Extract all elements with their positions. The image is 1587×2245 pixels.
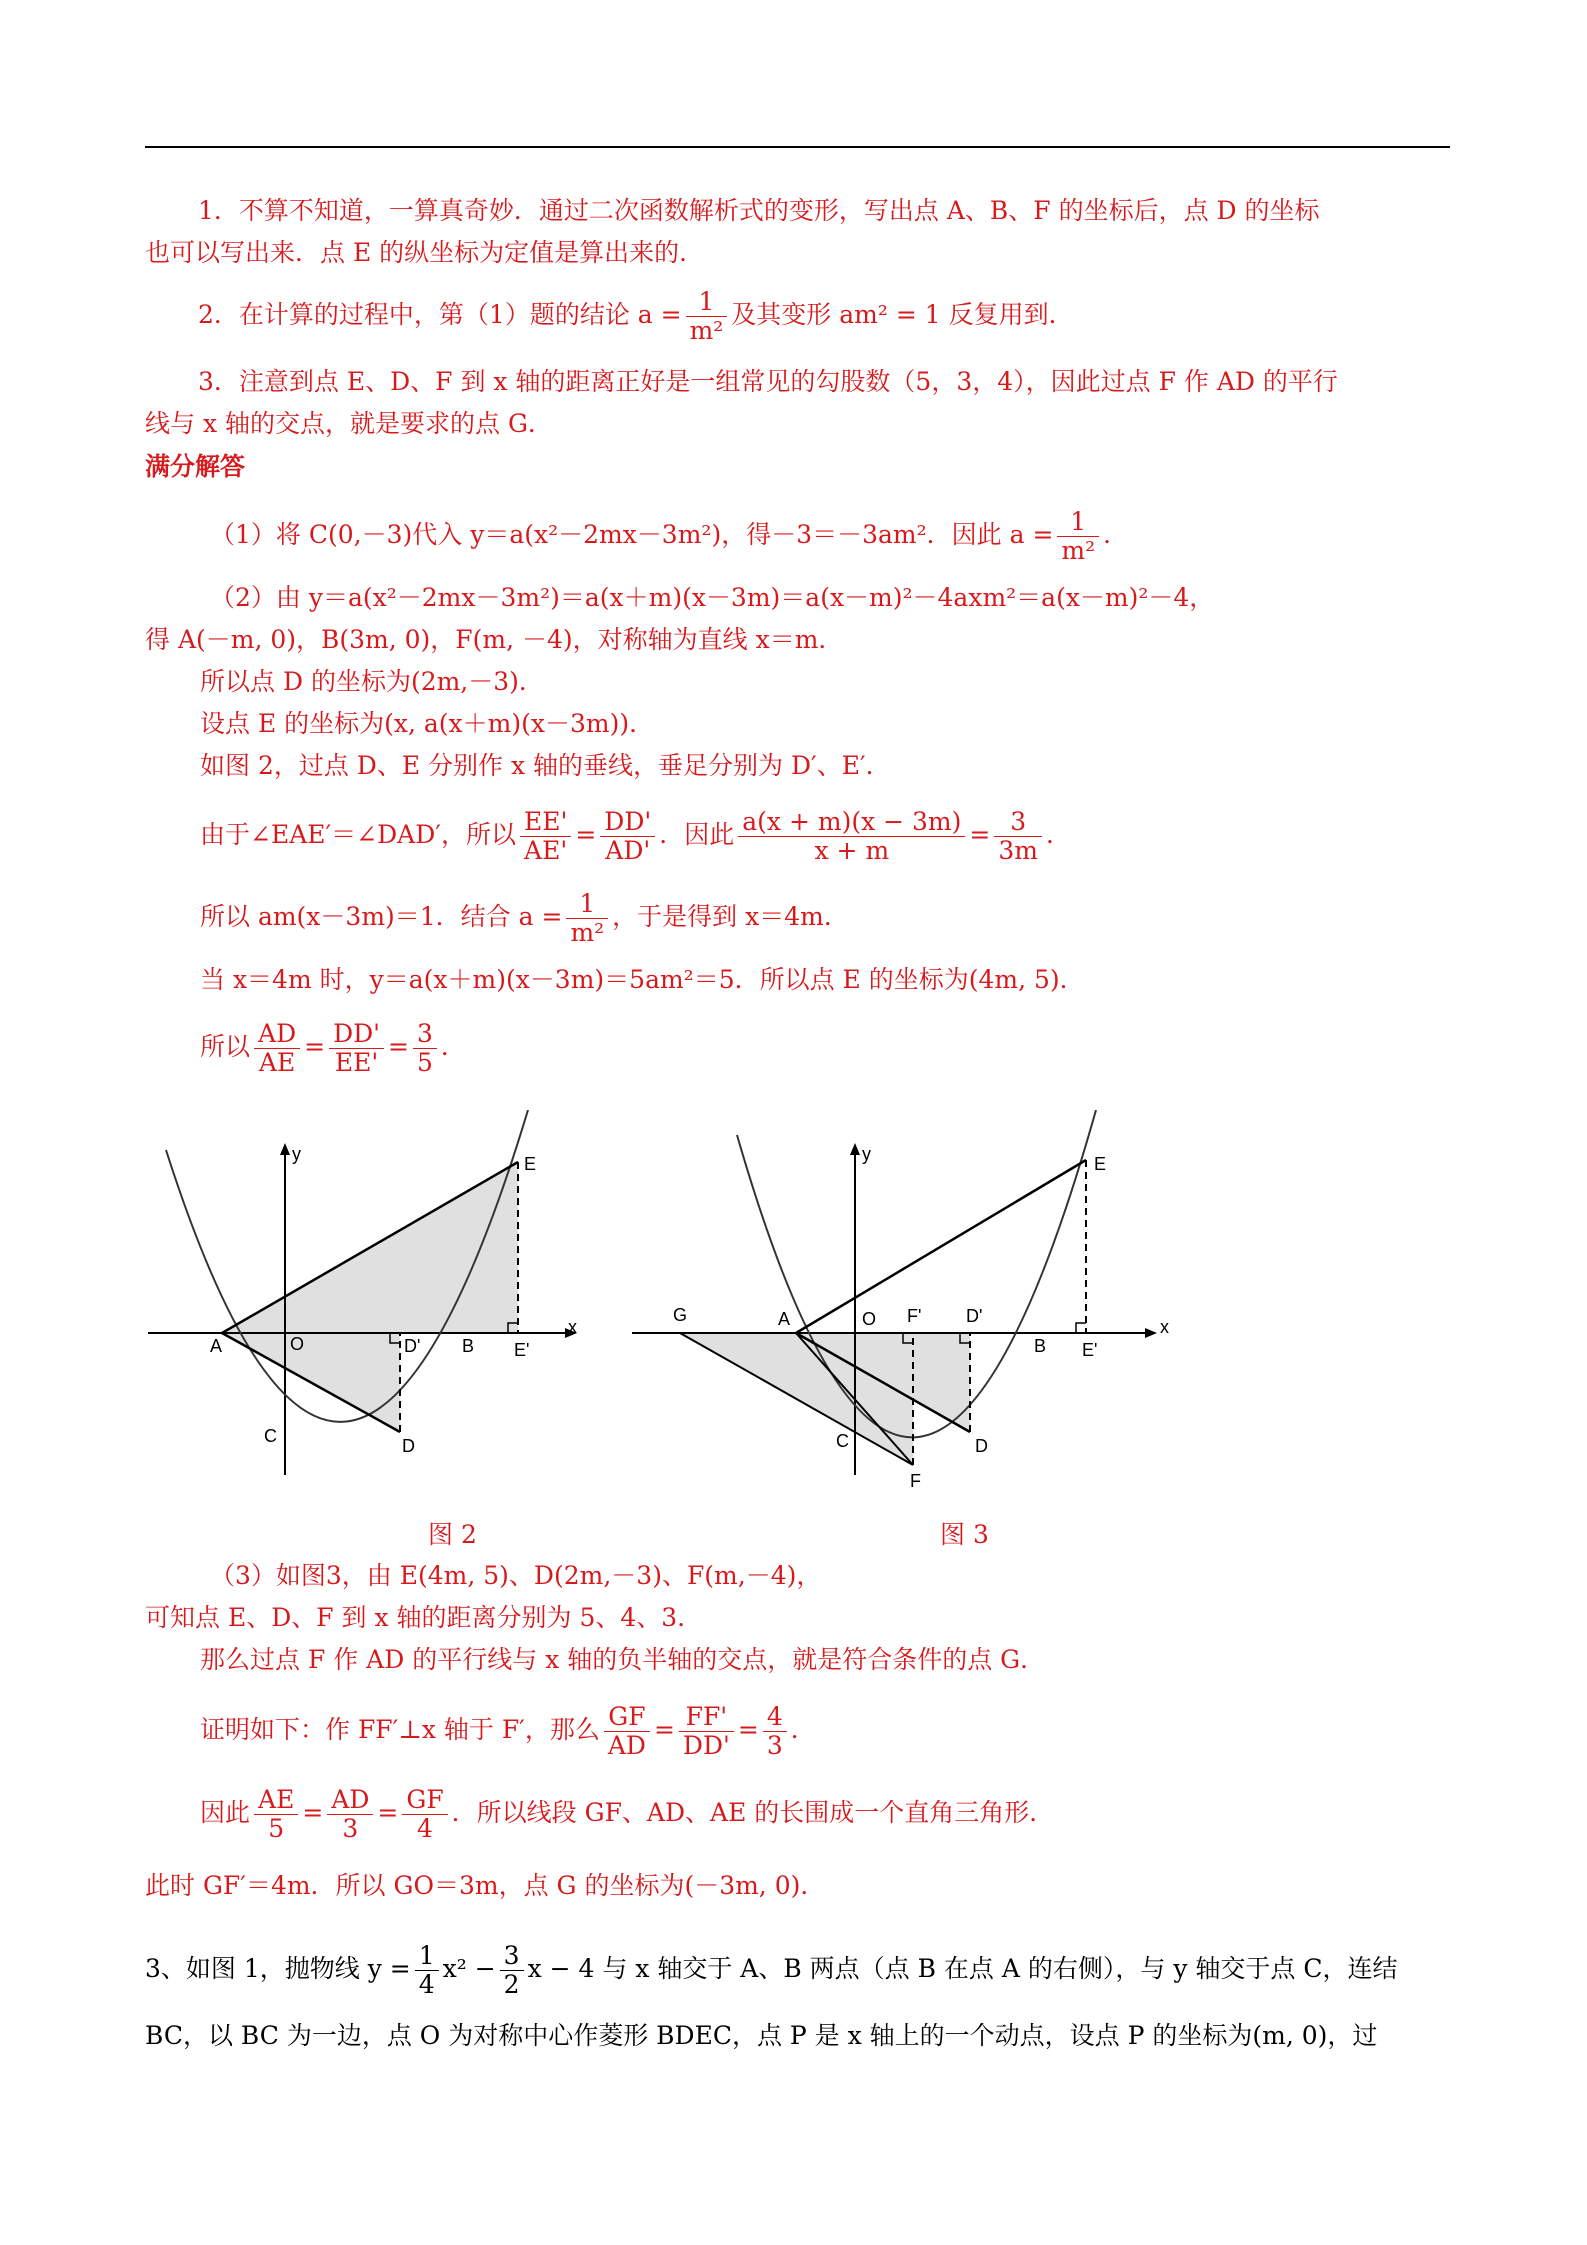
p2-l6-text-b: ．因此 [659,820,735,849]
equals-sign: = [377,1798,399,1827]
label-c: C [836,1431,849,1451]
label-b: B [462,1336,475,1356]
p2-line-4: 设点 E 的坐标为(x, a(x＋m)(x－3m))． [200,709,655,738]
p3-l4-text-b: ． [790,1715,816,1744]
label-a: A [778,1309,791,1329]
fraction-denominator: 3m [998,836,1038,865]
equals-sign: = [304,1032,326,1061]
figure-3-caption: 图 3 [940,1520,989,1549]
equals-sign: = [575,820,597,849]
p3-line-5 [200,1786,1054,1843]
p3-line-3: 那么过点 F 作 AD 的平行线与 x 轴的负半轴的交点，就是符合条件的点 G． [200,1645,1046,1674]
fraction [254,1020,300,1077]
figure-2 [140,1110,610,1490]
fraction [566,890,608,947]
fraction-numerator: GF [604,1703,650,1732]
fraction [500,1942,524,1999]
fraction [413,1020,437,1077]
p3-line-2: 可知点 E、D、F 到 x 轴的距离分别为 5、4、3． [145,1603,703,1632]
fraction-denominator: 5 [417,1048,433,1077]
equals-sign: = [653,1715,675,1744]
fraction [763,1703,787,1760]
label-d-prime: D' [966,1306,983,1326]
fraction-denominator: AD' [605,836,651,865]
label-x: x [1160,1317,1169,1337]
fraction-numerator: 1 [415,1942,439,1971]
note-2 [198,288,1074,345]
y-axis-arrow [850,1143,860,1155]
fraction-denominator: x + m [814,836,890,865]
fraction-numerator: FF' [679,1703,734,1732]
section-heading: 满分解答 [145,452,246,481]
p2-l9-text-a: 所以 [200,1032,251,1061]
y-axis-arrow [280,1143,290,1155]
fraction-numerator: 3 [500,1942,524,1971]
equals-sign: = [969,820,991,849]
fraction [329,1020,384,1077]
fraction-denominator: 3 [342,1814,359,1843]
p2-l6-text-a: 由于∠EAE′＝∠DAD′，所以 [200,820,516,849]
note-1-line-1: 1．不算不知道，一算真奇妙．通过二次函数解析式的变形，写出点 A、B、F 的坐标后，点 D 的坐标 [198,196,1320,225]
problem-3-text-a: 3、如图 1，抛物线 y = [145,1954,411,1983]
fraction [415,1942,439,1999]
fraction [600,808,655,865]
p2-line-3: 所以点 D 的坐标为(2m,－3)． [200,667,544,696]
fraction-denominator: m² [1061,536,1096,565]
label-f: F [910,1471,921,1491]
figure-3 [620,1110,1180,1500]
fraction-numerator: DD' [600,808,655,837]
note-3-line-1: 3．注意到点 E、D、F 到 x 轴的距离正好是一组常见的勾股数（5，3，4），因此过点 F 作 AD 的平行 [198,367,1338,396]
p2-line-7 [200,890,849,947]
fraction-denominator: m² [689,316,724,345]
p1-text-before: （1）将 C(0,－3)代入 y＝a(x²－2mx－3m²)，得－3＝－3am²．因此 a = [210,520,1054,549]
equals-sign: = [388,1032,409,1061]
equals-sign: = [737,1715,759,1744]
label-e: E [524,1154,537,1174]
p3-line-4 [200,1703,816,1760]
fraction-denominator: 3 [766,1731,783,1760]
segment-ae [796,1160,1086,1333]
p2-line-1: （2）由 y＝a(x²－2mx－3m²)＝a(x＋m)(x－3m)＝a(x－m)²－4axm²＝a(x－m)²－4， [210,583,1215,612]
note-1-line-2: 也可以写出来．点 E 的纵坐标为定值是算出来的． [145,238,705,267]
note-2-text-before: 2．在计算的过程中，第（1）题的结论 a = [198,300,682,329]
fraction [994,808,1042,865]
fraction [604,1703,650,1760]
fraction-denominator: 4 [417,1814,433,1843]
problem-3-text-b: x² − [442,1954,496,1983]
fraction-denominator: AD [607,1731,646,1760]
p2-line-2: 得 A(－m, 0)，B(3m, 0)，F(m, －4)，对称轴为直线 x＝m． [145,625,844,654]
p1-text-after: ． [1103,520,1129,549]
fraction [738,808,965,865]
label-y: y [862,1144,871,1164]
label-e-prime: E' [1082,1340,1098,1360]
label-o: O [290,1334,305,1354]
fraction-denominator: 4 [418,1970,435,1999]
fraction-numerator: 1 [566,890,608,919]
fraction-denominator: AE [258,1048,296,1077]
label-y: y [292,1144,301,1164]
fraction-numerator: 1 [686,288,728,317]
p2-l9-text-b: ． [440,1032,466,1061]
fraction-denominator: DD' [682,1731,730,1760]
fraction [679,1703,734,1760]
p3-l5-text-a: 因此 [200,1798,251,1827]
label-e-prime: E' [514,1340,530,1360]
fraction-denominator: AE' [524,836,568,865]
label-d: D [402,1436,415,1456]
note-2-text-after: 及其变形 am² = 1 反复用到． [731,300,1074,329]
p2-line-9 [200,1020,466,1077]
solution-part-1 [210,508,1128,565]
p2-line-6 [200,808,1071,865]
label-a: A [210,1336,223,1356]
fraction [1057,508,1099,565]
fraction-denominator: 2 [503,1970,520,1999]
x-axis-arrow [1145,1328,1157,1338]
fraction-numerator: AE [254,1786,298,1815]
fraction-numerator: AD [254,1020,300,1049]
label-f-prime: F' [907,1306,922,1326]
fraction-denominator: EE' [334,1048,379,1077]
label-o: O [862,1309,877,1329]
fraction-numerator: 3 [413,1020,437,1049]
label-x: x [568,1317,577,1337]
p3-line-6: 此时 GF′＝4m．所以 GO＝3m，点 G 的坐标为(－3m, 0)． [145,1871,826,1900]
label-c: C [264,1426,277,1446]
fraction [254,1786,298,1843]
fraction [327,1786,373,1843]
fraction-numerator: AD [327,1786,373,1815]
right-angle-mark-e [1076,1323,1086,1333]
p2-l7-text-b: ，于是得到 x＝4m． [612,902,849,931]
label-d: D [975,1436,988,1456]
fraction [402,1786,447,1843]
p2-l7-text-a: 所以 am(x－3m)＝1．结合 a = [200,902,563,931]
p2-line-5: 如图 2，过点 D、E 分别作 x 轴的垂线，垂足分别为 D′、E′． [200,751,891,780]
p3-line-1: （3）如图3，由 E(4m, 5)、D(2m,－3)、F(m,－4)， [210,1561,822,1590]
p2-line-8: 当 x＝4m 时，y＝a(x＋m)(x－3m)＝5am²＝5．所以点 E 的坐标为(4m, 5)． [200,965,1085,994]
problem-3-text-c: x − 4 与 x 轴交于 A、B 两点（点 B 在点 A 的右侧），与 y 轴交于点 C，连结 [527,1954,1398,1983]
fraction-denominator: 5 [268,1814,285,1843]
label-d-prime: D' [404,1336,421,1356]
fraction [686,288,728,345]
fraction [520,808,571,865]
figure-2-caption: 图 2 [428,1520,477,1549]
label-e: E [1094,1154,1107,1174]
problem-3-line-2: BC，以 BC 为一边，点 O 为对称中心作菱形 BDEC，点 P 是 x 轴上的一个动点，设点 P 的坐标为(m, 0)，过 [145,2021,1378,2050]
p3-l5-text-b: ．所以线段 GF、AD、AE 的长围成一个直角三角形． [451,1798,1055,1827]
problem-3-line-1 [145,1942,1397,1999]
fraction-denominator: m² [570,918,605,947]
note-3-line-2: 线与 x 轴的交点，就是要求的点 G． [145,409,553,438]
fraction-numerator: 4 [763,1703,787,1732]
fraction-numerator: 1 [1057,508,1099,537]
fraction-numerator: DD' [329,1020,384,1049]
fraction-numerator: GF [402,1786,447,1815]
fraction-numerator: EE' [520,808,571,837]
label-g: G [673,1305,688,1325]
fraction-numerator: 3 [994,808,1042,837]
p3-l4-text-a: 证明如下：作 FF′⊥x 轴于 F′，那么 [200,1715,600,1744]
header-rule [145,146,1450,148]
equals-sign: = [302,1798,324,1827]
fraction-numerator: a(x + m)(x − 3m) [738,808,965,837]
label-b: B [1034,1336,1047,1356]
p2-l6-text-c: ． [1045,820,1071,849]
